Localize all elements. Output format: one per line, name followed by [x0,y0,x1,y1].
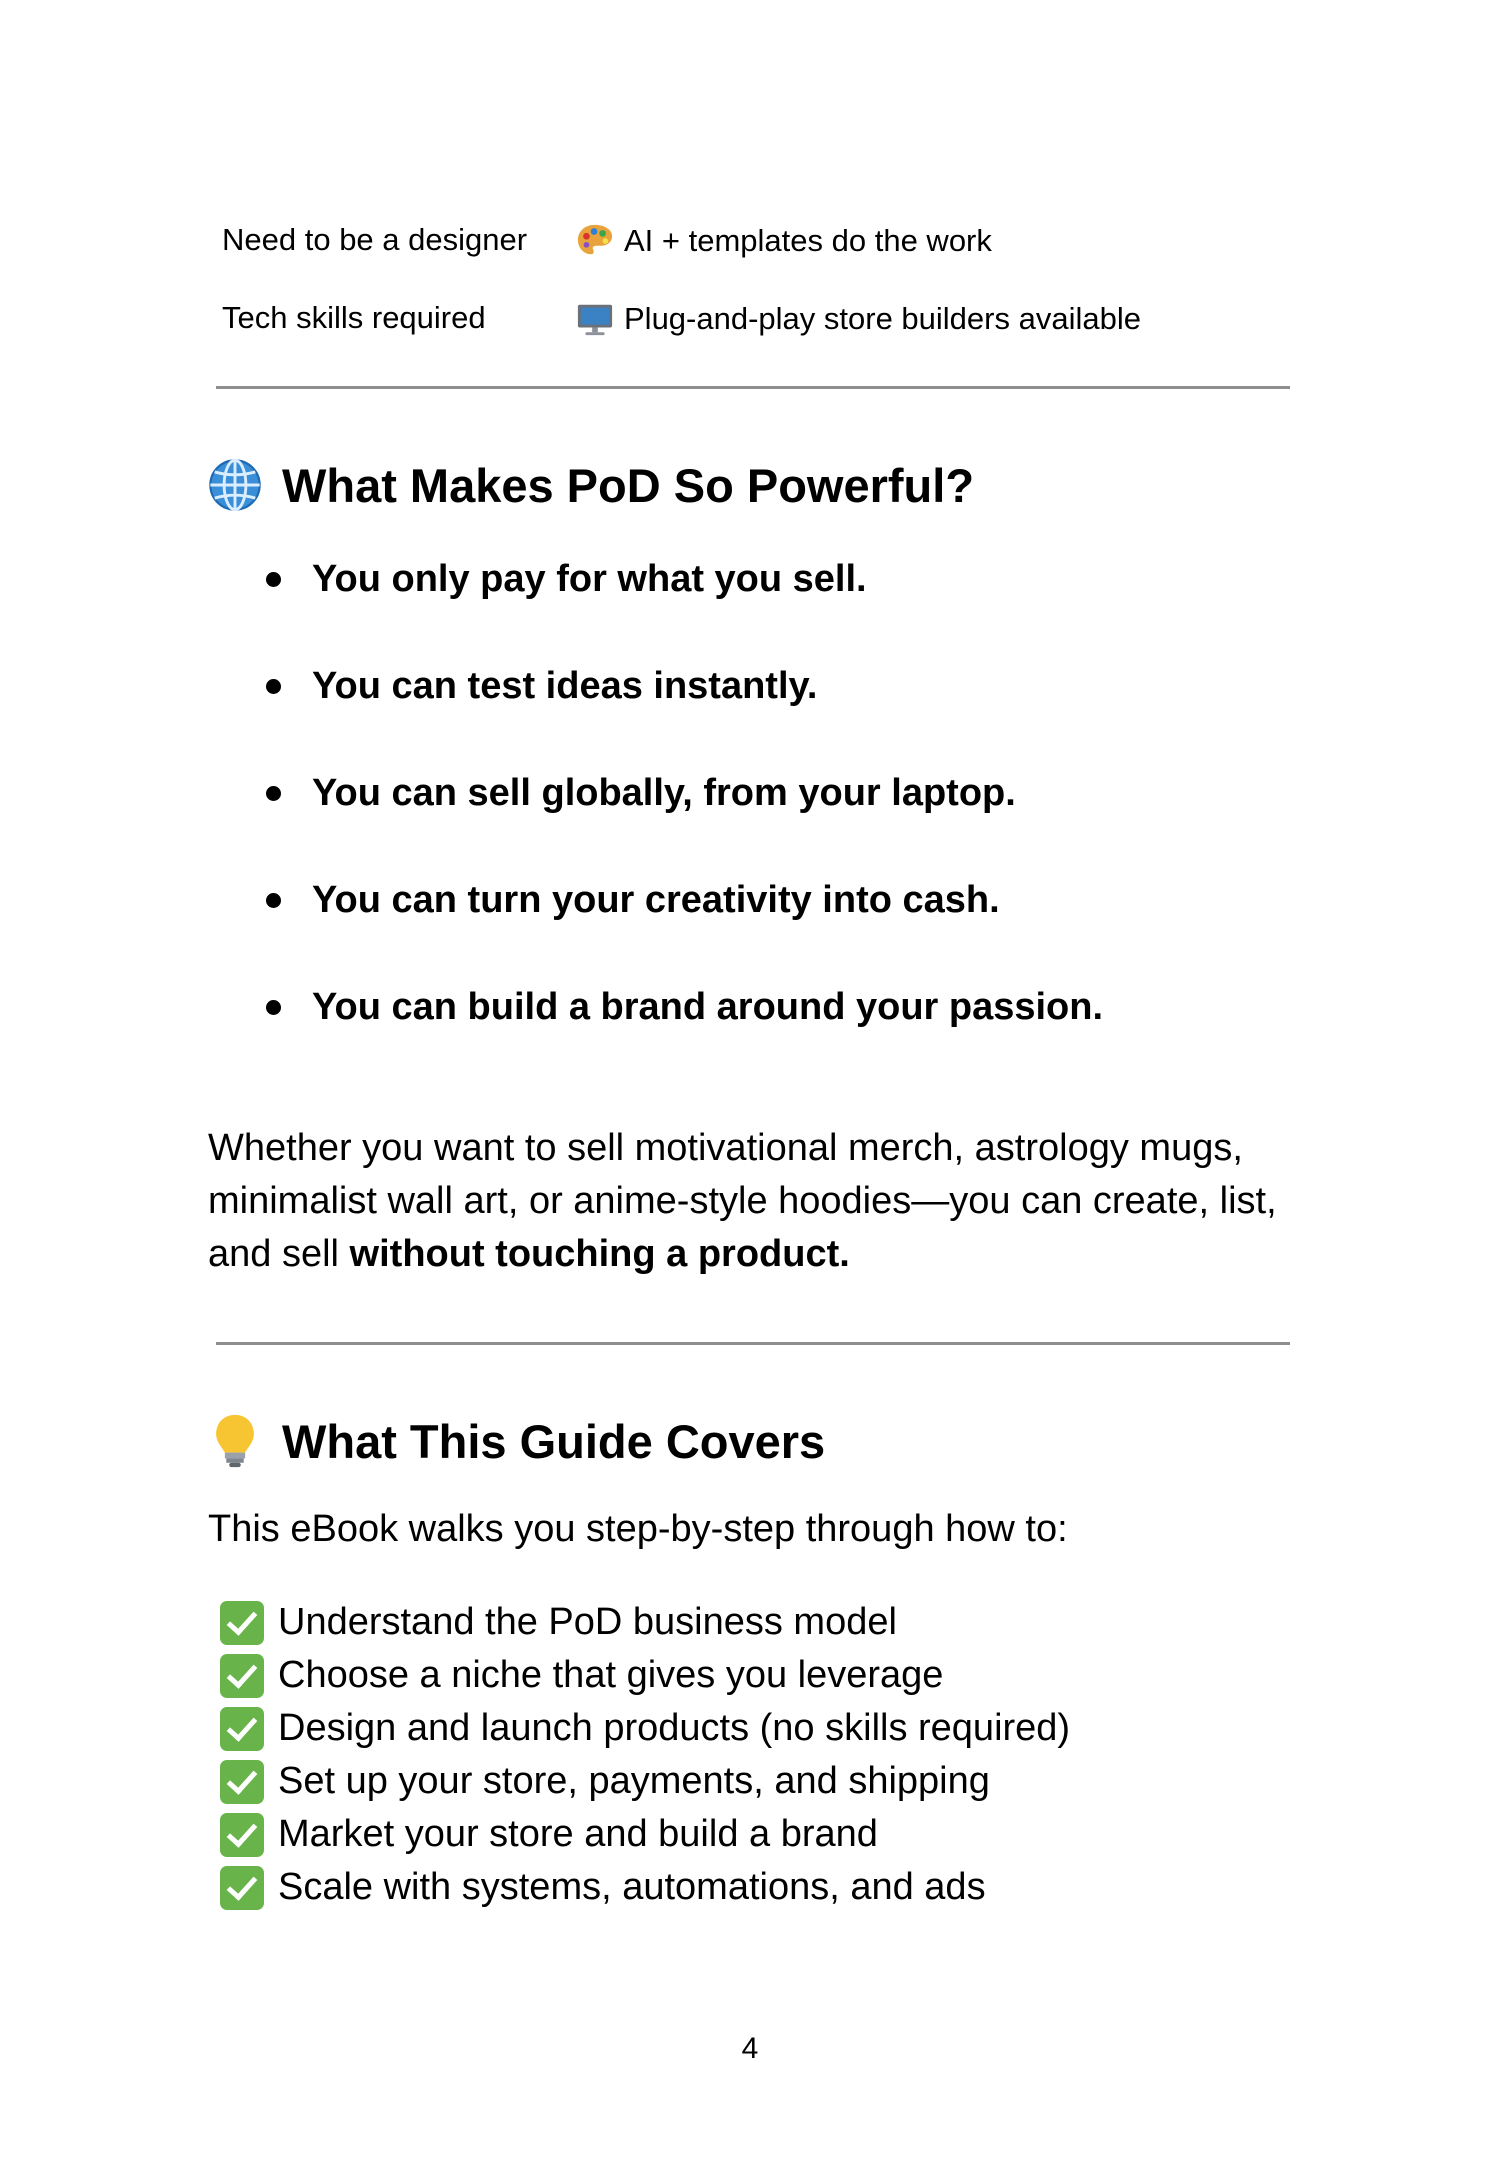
section-heading-powerful [206,456,974,514]
comparison-row [222,300,1222,350]
checklist-item: Choose a niche that gives you leverage [220,1649,1070,1702]
myth-cell: Need to be a designer [222,222,528,257]
comparison-row [222,222,1222,272]
check-mark-icon [220,1707,264,1751]
benefits-list [262,548,1103,1083]
bullet-icon [266,893,281,908]
bullet-icon [266,572,281,587]
checklist-item: Set up your store, payments, and shipping [220,1755,1070,1808]
checklist-item: Design and launch products (no skills required) [220,1702,1070,1755]
globe-icon [206,456,264,514]
check-mark-icon [220,1760,264,1804]
checklist-item: Scale with systems, automations, and ads [220,1861,1070,1914]
guide-intro: This eBook walks you step-by-step through how to: [208,1508,1068,1550]
divider [216,386,1290,389]
list-item: You can build a brand around your passion. [262,976,1103,1083]
bullet-icon [266,1000,281,1015]
checklist-item: Understand the PoD business model [220,1596,1070,1649]
paragraph-text: Whether you want to sell motivational merch, astrology mugs, minimalist wall art, or anime-style hoodies—you can create, list, and sell [208,1127,1277,1275]
reality-cell [576,222,992,260]
list-item: You can turn your creativity into cash. [262,869,1103,976]
paragraph-emphasis: without touching a product. [349,1233,850,1275]
desktop-computer-icon [576,300,614,338]
body-paragraph [208,1122,1288,1281]
check-mark-icon [220,1601,264,1645]
myth-cell: Tech skills required [222,300,486,335]
reality-text: Plug-and-play store builders available [624,301,1141,336]
list-item: You can sell globally, from your laptop. [262,762,1103,869]
divider [216,1342,1290,1345]
section-heading-guide [206,1412,825,1470]
check-mark-icon [220,1866,264,1910]
list-item: You can test ideas instantly. [262,655,1103,762]
reality-cell [576,300,1141,338]
section-title: What Makes PoD So Powerful? [282,458,975,512]
artist-palette-icon [576,222,614,260]
section-title: What This Guide Covers [282,1414,826,1468]
check-mark-icon [220,1654,264,1698]
check-mark-icon [220,1813,264,1857]
guide-checklist [220,1596,1070,1914]
reality-text: AI + templates do the work [624,223,992,258]
bullet-icon [266,786,281,801]
list-item: You only pay for what you sell. [262,548,1103,655]
light-bulb-icon [206,1412,264,1470]
bullet-icon [266,679,281,694]
checklist-item: Market your store and build a brand [220,1808,1070,1861]
page-number: 4 [741,2032,759,2065]
